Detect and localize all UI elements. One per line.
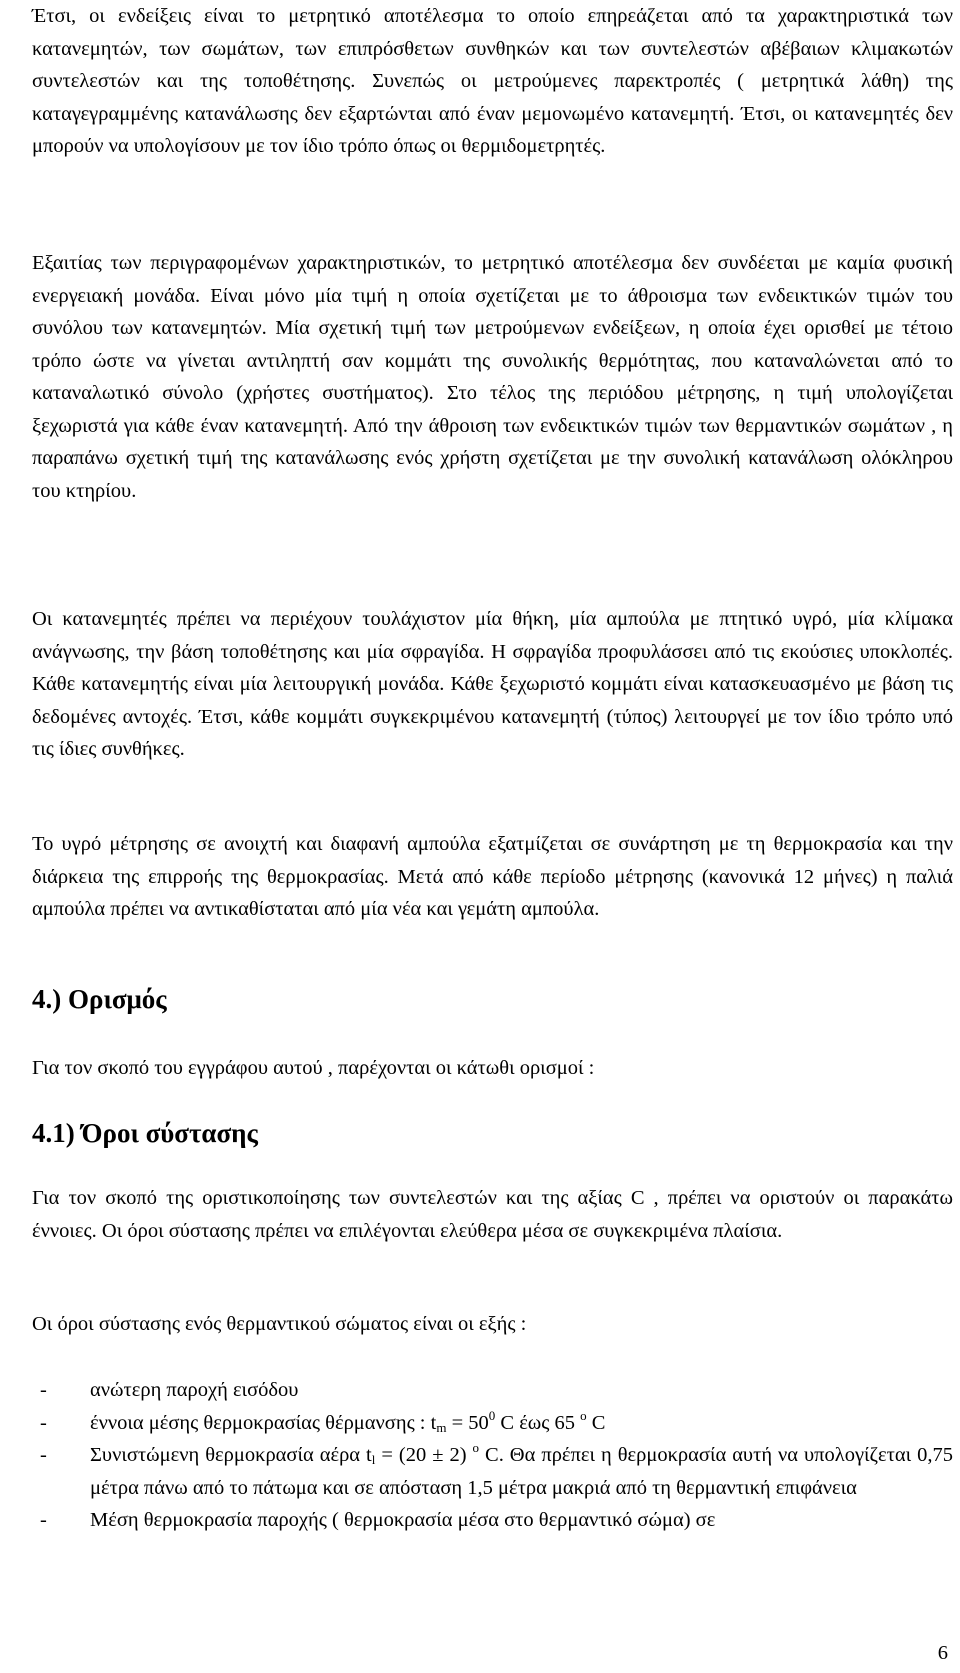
list-item-text: C. Θα πρέπει η θερμοκρασία αυτή να υπολογίζεται 0,75 μέτρα πάνω από το πάτωμα και σε απόσταση 1,5 μέτρα μακριά από τη θερμαντική επιφάνεια — [90, 1444, 954, 1499]
section-intro: Για τον σκοπό του εγγράφου αυτού , παρέχονται οι κάτωθι ορισμοί : — [32, 1057, 595, 1079]
list-item-text: ανώτερη παροχή εισόδου — [90, 1379, 299, 1401]
list-item-text: C — [586, 1411, 606, 1434]
subscript: l — [371, 1452, 376, 1467]
list-item-text: Μέση θερμοκρασία παροχής ( θερμοκρασία μέσα στο θερμαντικό σώμα) σε — [90, 1509, 716, 1531]
list-dash: - — [40, 1509, 47, 1531]
superscript: 0 — [488, 1407, 496, 1423]
paragraph-reference-conditions: Για τον σκοπό της οριστικοποίησης των συντελεστών και της αξίας C , πρέπει να οριστούν οι παρακάτω έννοιες. Οι όροι σύστασης πρέπει να επιλέγονται ελεύθερα μέσα σε συγκεκριμένα πλαίσια. — [32, 1187, 953, 1242]
list-item-text: έννοια μέσης θερμοκρασίας θέρμανσης : t — [90, 1411, 437, 1434]
list-item — [32, 1374, 953, 1407]
list-item — [32, 1504, 953, 1537]
superscript: ο — [580, 1407, 587, 1423]
conditions-list — [32, 1374, 953, 1537]
paragraph-indications: Έτσι, οι ενδείξεις είναι το μετρητικό αποτέλεσμα το οποίο επηρεάζεται από τα χαρακτηριστικά των κατανεμητών, των σωμάτων, των επιπρόσθετων συνθηκών και των συντελεστών αβέβαιων κλιμακωτών συντελεστών και της τοποθέτησης. Συνεπώς οι μετρούμενες παρεκτροπές ( μετρητικά λάθη) της καταγεγραμμένης κατανάλωσης δεν εξαρτώνται από έναν μεμονωμένο κατανεμητή. Έτσι, οι κατανεμητές δεν μπορούν να υπολογίσουν με τον ίδιο τρόπο όπως οι θερμιδομετρητές. — [32, 5, 953, 157]
list-item-text: C έως 65 — [495, 1411, 581, 1434]
paragraph-distributor-parts: Οι κατανεμητές πρέπει να περιέχουν τουλάχιστον μία θήκη, μία αμπούλα με πτητικό υγρό, μία κλίμακα ανάγνωσης, την βάση τοποθέτησης και μία σφραγίδα. Η σφραγίδα προφυλάσσει από τις εκούσιες υποκλοπές. Κάθε κατανεμητής είναι μία λειτουργική μονάδα. Κάθε ξεχωριστό κομμάτι είναι κατασκευασμένο με βάση τις δεδομένες αντοχές. Έτσι, κάθε κομμάτι συγκεκριμένου κατανεμητή (τύπος) λειτουργεί με τον ίδιο τρόπο υπό τις ίδιες συνθήκες. — [32, 608, 953, 760]
paragraph-measuring-liquid: Το υγρό μέτρησης σε ανοιχτή και διαφανή αμπούλα εξατμίζεται σε συνάρτηση με τη θερμοκρασία και την διάρκεια της επιρροής της θερμοκρασίας. Μετά από κάθε περίοδο μέτρησης (κανονικά 12 μήνες) η παλιά αμπούλα πρέπει να αντικαθίσταται από μία νέα και γεμάτη αμπούλα. — [32, 833, 953, 920]
subsection-heading-reference-conditions: 4.1) Όροι σύστασης — [32, 1118, 258, 1148]
list-item-text: Συνιστώμενη θερμοκρασία αέρα t — [90, 1444, 372, 1466]
list-dash: - — [40, 1444, 47, 1466]
list-item-text: = 50 — [446, 1411, 489, 1434]
section-heading-definitions: 4.) Ορισμός — [32, 984, 167, 1014]
paragraph-measurement-result: Εξαιτίας των περιγραφομένων χαρακτηριστικών, το μετρητικό αποτέλεσμα δεν συνδέεται με καμία φυσική ενεργειακή μονάδα. Είναι μόνο μία τιμή η οποία σχετίζεται με το άθροισμα των ενδεικτικών τιμών του συνόλου των κατανεμητών. Μία σχετική τιμή των μετρούμενων ενδείξεων, η οποία έχει ορισθεί με τέτοιο τρόπο ώστε να γίνεται αντιληπτή σαν κομμάτι της συνολικής θερμότητας, που καταναλώνεται από το καταναλωτικό σύνολο (χρήστες συστήματος). Στο τέλος της περιόδου μέτρησης, η τιμή υπολογίζεται ξεχωριστά για κάθε έναν κατανεμητή. Από την άθροιση των ενδεικτικών τιμών των θερμαντικών σωμάτων , η παραπάνω σχετική τιμή της κατανάλωσης ενός χρήστη σχετίζεται με την συνολική κατανάλωση ολόκληρου του κτηρίου. — [32, 252, 953, 502]
page-number: 6 — [937, 1642, 948, 1664]
list-item-text: = (20 ± 2) — [375, 1444, 473, 1466]
list-item — [32, 1439, 953, 1504]
list-dash: - — [40, 1379, 47, 1401]
list-dash: - — [40, 1411, 47, 1434]
list-item — [32, 1407, 953, 1440]
superscript: ο — [472, 1440, 480, 1455]
subscript: m — [436, 1419, 447, 1435]
paragraph-radiator-conditions: Οι όροι σύστασης ενός θερμαντικού σώματος είναι οι εξής : — [32, 1313, 527, 1335]
